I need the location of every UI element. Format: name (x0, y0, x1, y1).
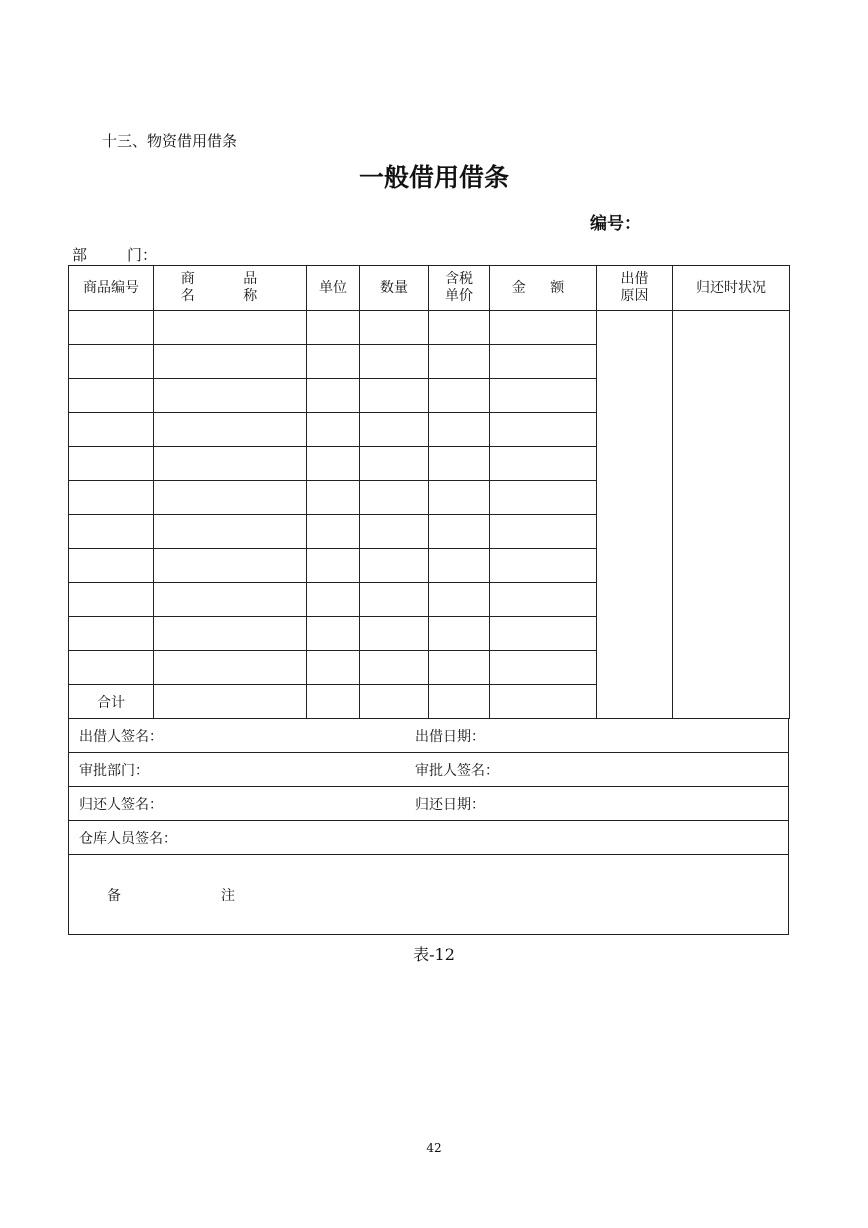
cell-quantity[interactable] (360, 447, 429, 481)
returner-signature-label: 归还人签名： (79, 796, 163, 813)
cell-unit-price[interactable] (429, 413, 490, 447)
cell-return-status[interactable] (673, 311, 790, 719)
header-unit-price-line1: 含税 (445, 271, 473, 287)
cell-unit[interactable] (307, 311, 360, 345)
cell-quantity[interactable] (360, 379, 429, 413)
cell-amount[interactable] (490, 583, 597, 617)
cell-quantity[interactable] (360, 413, 429, 447)
header-unit-price-line2: 单价 (445, 288, 473, 304)
borrow-items-table (68, 265, 790, 719)
signature-table (68, 718, 789, 935)
header-item-code: 商品编号 (69, 266, 154, 311)
return-date-label: 归还日期： (415, 796, 485, 813)
cell-quantity[interactable] (360, 549, 429, 583)
cell-unit[interactable] (307, 345, 360, 379)
cell-item-code[interactable] (69, 311, 154, 345)
lender-signature-label: 出借人签名： (79, 728, 163, 745)
cell-quantity[interactable] (360, 481, 429, 515)
cell-amount[interactable] (490, 379, 597, 413)
cell-item-name[interactable] (154, 651, 307, 685)
cell-item-code[interactable] (69, 515, 154, 549)
cell-amount[interactable] (490, 311, 597, 345)
cell-amount[interactable] (490, 345, 597, 379)
header-return-status: 归还时状况 (673, 266, 790, 311)
cell-item-code[interactable] (69, 447, 154, 481)
cell-unit-price[interactable] (429, 549, 490, 583)
cell-unit[interactable] (307, 549, 360, 583)
cell-quantity[interactable] (360, 345, 429, 379)
cell-unit-price[interactable] (429, 583, 490, 617)
cell-amount[interactable] (490, 651, 597, 685)
cell-amount[interactable] (490, 481, 597, 515)
cell-item-name[interactable] (154, 617, 307, 651)
cell-unit-price[interactable] (429, 379, 490, 413)
remark-label-part2: 注 (221, 887, 235, 904)
cell-item-code[interactable] (69, 481, 154, 515)
cell-unit[interactable] (307, 515, 360, 549)
cell-unit-price[interactable] (429, 345, 490, 379)
header-reason (597, 266, 673, 311)
cell-total-unit[interactable] (307, 685, 360, 719)
signature-row (69, 753, 789, 787)
cell-unit-price[interactable] (429, 651, 490, 685)
cell-item-name[interactable] (154, 379, 307, 413)
cell-unit[interactable] (307, 447, 360, 481)
cell-total-price[interactable] (429, 685, 490, 719)
cell-item-name[interactable] (154, 447, 307, 481)
cell-amount[interactable] (490, 515, 597, 549)
return-cell[interactable] (69, 787, 789, 821)
cell-item-code[interactable] (69, 345, 154, 379)
cell-total-amount[interactable] (490, 685, 597, 719)
remark-label-part1: 备 (107, 887, 121, 904)
signature-row (69, 821, 789, 855)
cell-item-name[interactable] (154, 413, 307, 447)
cell-unit-price[interactable] (429, 311, 490, 345)
cell-quantity[interactable] (360, 311, 429, 345)
header-unit-price (429, 266, 490, 311)
approver-signature-label: 审批人签名： (415, 762, 499, 779)
cell-item-code[interactable] (69, 583, 154, 617)
cell-item-name[interactable] (154, 311, 307, 345)
cell-item-code[interactable] (69, 413, 154, 447)
department-label-part2: 门： (127, 246, 158, 264)
cell-quantity[interactable] (360, 651, 429, 685)
header-amount: 金 额 (490, 266, 597, 311)
cell-quantity[interactable] (360, 617, 429, 651)
warehouse-cell[interactable] (69, 821, 789, 855)
cell-total-name[interactable] (154, 685, 307, 719)
lender-signature-cell[interactable] (69, 719, 789, 753)
cell-item-code[interactable] (69, 379, 154, 413)
cell-unit[interactable] (307, 481, 360, 515)
cell-item-code[interactable] (69, 617, 154, 651)
cell-unit-price[interactable] (429, 617, 490, 651)
cell-item-code[interactable] (69, 549, 154, 583)
cell-item-code[interactable] (69, 651, 154, 685)
form-title: 一般借用借条 (358, 163, 509, 192)
cell-unit[interactable] (307, 651, 360, 685)
header-item-name: 商 品 名 称 (154, 266, 307, 311)
header-reason-line1: 出借 (620, 271, 649, 287)
cell-total-quantity[interactable] (360, 685, 429, 719)
cell-amount[interactable] (490, 447, 597, 481)
section-heading: 十三、物资借用借条 (102, 132, 238, 150)
cell-item-name[interactable] (154, 481, 307, 515)
cell-unit[interactable] (307, 379, 360, 413)
cell-lend-reason[interactable] (597, 311, 673, 719)
header-quantity: 数量 (360, 266, 429, 311)
warehouse-signature-label: 仓库人员签名： (79, 830, 177, 847)
remark-row (69, 855, 789, 935)
header-unit: 单位 (307, 266, 360, 311)
page-number: 42 (426, 1141, 442, 1155)
cell-unit-price[interactable] (429, 447, 490, 481)
cell-unit[interactable] (307, 413, 360, 447)
cell-quantity[interactable] (360, 515, 429, 549)
cell-amount[interactable] (490, 549, 597, 583)
department-label (72, 244, 157, 265)
lend-date-label: 出借日期： (415, 728, 485, 745)
cell-quantity[interactable] (360, 583, 429, 617)
cell-amount[interactable] (490, 413, 597, 447)
remark-cell[interactable] (69, 855, 789, 935)
cell-unit-price[interactable] (429, 515, 490, 549)
approve-dept-label: 审批部门： (79, 762, 149, 779)
table-header-row (69, 266, 790, 311)
cell-unit[interactable] (307, 617, 360, 651)
cell-item-name[interactable] (154, 345, 307, 379)
total-label: 合计 (69, 685, 154, 719)
department-label-part1: 部 (72, 246, 88, 264)
approval-cell[interactable] (69, 753, 789, 787)
cell-amount[interactable] (490, 617, 597, 651)
table-row (69, 311, 790, 345)
cell-item-name[interactable] (154, 515, 307, 549)
signature-row (69, 719, 789, 753)
signature-row (69, 787, 789, 821)
header-reason-line2: 原因 (620, 288, 649, 304)
serial-number-label: 编号： (590, 214, 641, 234)
cell-item-name[interactable] (154, 583, 307, 617)
cell-item-name[interactable] (154, 549, 307, 583)
table-caption: 表-12 (413, 945, 455, 964)
cell-unit-price[interactable] (429, 481, 490, 515)
cell-unit[interactable] (307, 583, 360, 617)
